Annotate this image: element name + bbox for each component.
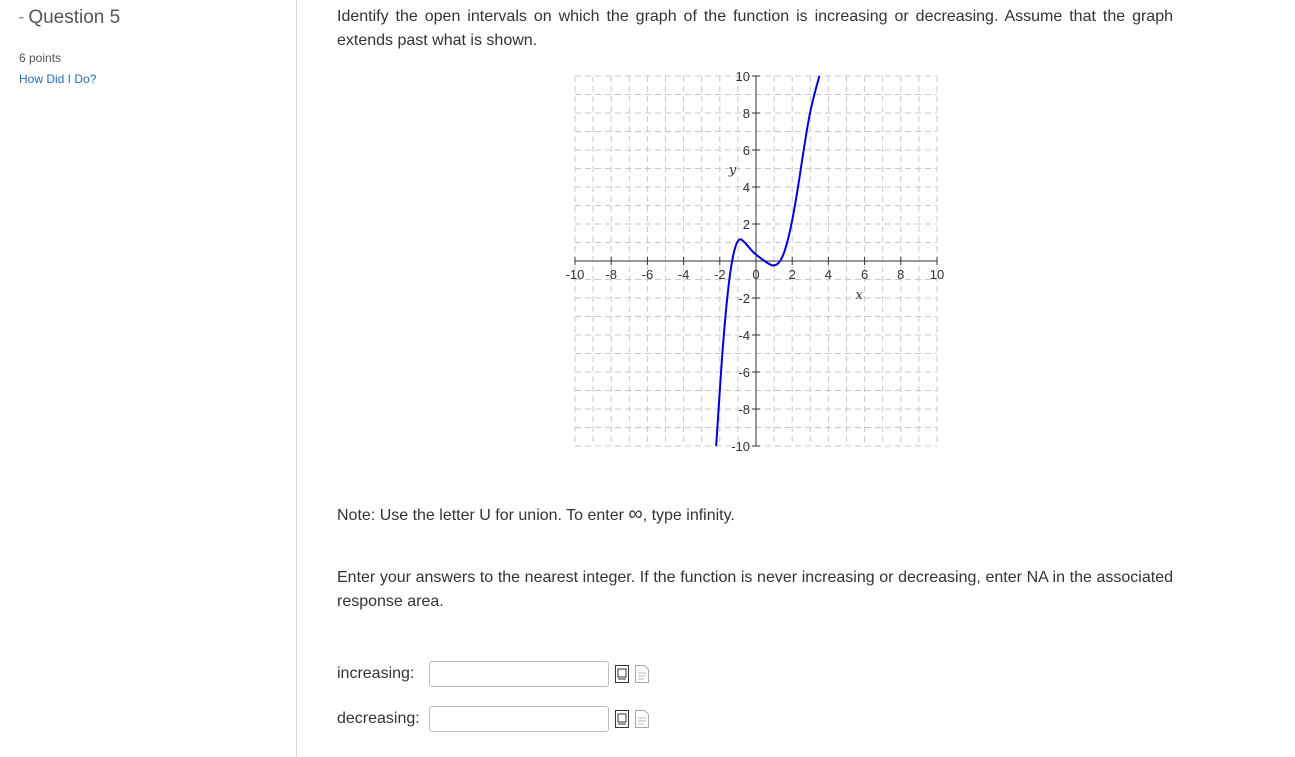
y-tick-label: -10	[731, 439, 750, 454]
x-tick-label: 2	[788, 267, 796, 282]
infinity-symbol: ∞	[628, 503, 643, 525]
y-tick-label: 6	[742, 143, 750, 158]
help-document-icon[interactable]	[635, 665, 649, 683]
x-tick-label: -2	[714, 267, 726, 282]
increasing-input[interactable]	[429, 661, 609, 687]
question-sidebar	[0, 0, 297, 757]
y-tick-label: -2	[738, 291, 750, 306]
decreasing-input[interactable]	[429, 706, 609, 732]
x-tick-label: 10	[929, 267, 945, 282]
collapse-dash[interactable]: -	[18, 7, 25, 28]
x-tick-label: 8	[897, 267, 905, 282]
graph-svg	[555, 66, 955, 461]
decreasing-label: decreasing:	[337, 710, 420, 727]
function-graph	[555, 66, 955, 461]
x-tick-label: -8	[605, 267, 617, 282]
y-axis-label: y	[728, 163, 737, 179]
how-did-i-do-link[interactable]: How Did I Do?	[19, 72, 97, 86]
x-tick-label: -10	[565, 267, 585, 282]
instructions-text: Enter your answers to the nearest integer. If the function is never increasing or decreasing, enter NA in the associated response area.	[337, 569, 1173, 610]
y-tick-label: 2	[742, 217, 750, 232]
x-axis-label: x	[855, 288, 863, 303]
y-tick-label: -6	[738, 365, 750, 380]
y-tick-label: 8	[742, 106, 750, 121]
question-title	[18, 7, 120, 29]
note-before: Note: Use the letter U for union. To enter	[337, 507, 629, 524]
note-text	[337, 503, 735, 526]
y-tick-label: -8	[738, 402, 750, 417]
y-tick-label: -4	[738, 328, 750, 343]
decreasing-row	[337, 704, 649, 734]
increasing-row	[337, 659, 649, 689]
equation-editor-icon[interactable]	[615, 710, 629, 728]
x-tick-label: 6	[860, 267, 869, 282]
question-points: 6 points	[19, 51, 62, 65]
equation-editor-icon[interactable]	[615, 665, 629, 683]
note-after: , type infinity.	[642, 507, 735, 524]
x-tick-label: 4	[824, 267, 833, 282]
question-prompt: Identify the open intervals on which the graph of the function is increasing or decreasing. Assume that the graph extends past what is shown.	[337, 8, 1173, 49]
x-tick-label: -6	[641, 267, 654, 282]
help-document-icon[interactable]	[635, 710, 649, 728]
x-tick-label: 0	[752, 267, 760, 282]
y-tick-label: 10	[735, 69, 750, 84]
increasing-label: increasing:	[337, 665, 415, 682]
x-tick-label: -4	[677, 267, 690, 282]
question-title-text: Question 5	[28, 7, 121, 28]
y-tick-label: 4	[742, 180, 750, 195]
